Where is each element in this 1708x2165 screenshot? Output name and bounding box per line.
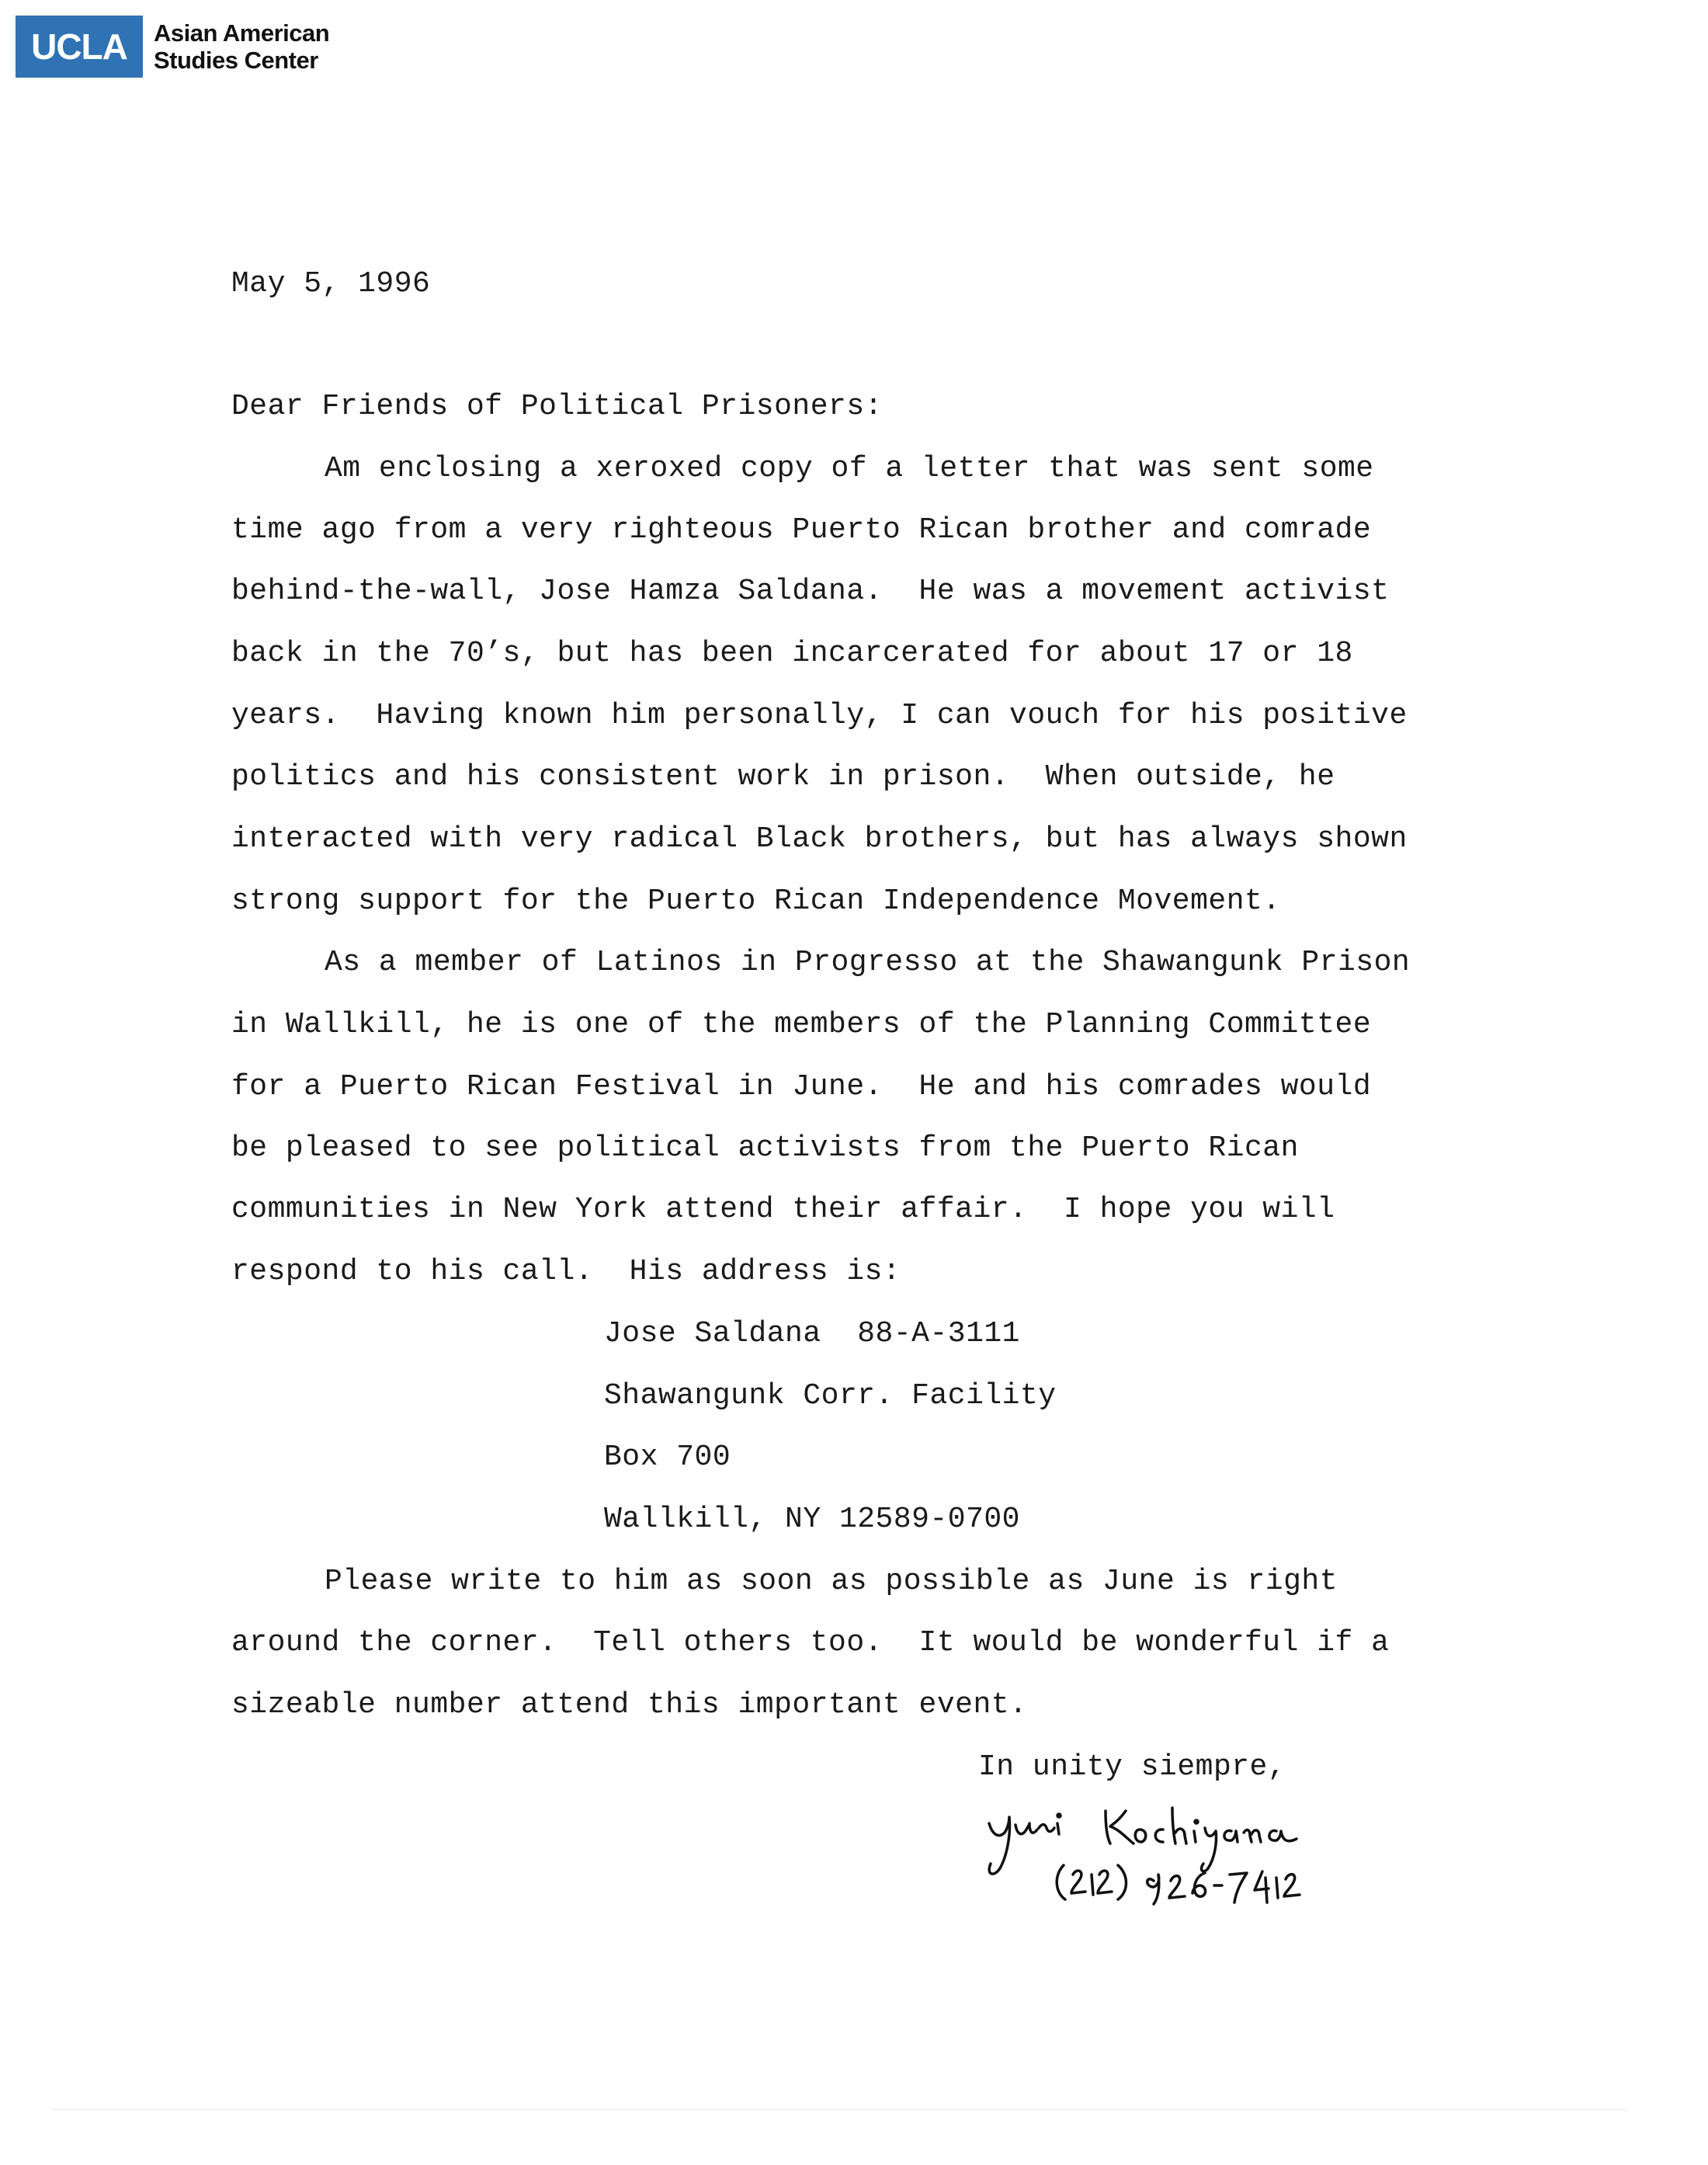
- paragraph3-line: sizeable number attend this important event.: [231, 1688, 1028, 1722]
- handwritten-signature: [978, 1794, 1397, 1918]
- paragraph1-line: Am enclosing a xeroxed copy of a letter that was sent some: [325, 452, 1374, 485]
- ucla-logo: [16, 16, 329, 78]
- paragraph2-line: in Wallkill, he is one of the members of the Planning Committee: [231, 1008, 1372, 1041]
- address-line: Box 700: [604, 1440, 731, 1474]
- logo-org-line2: Studies Center: [154, 47, 318, 74]
- paragraph1-line: interacted with very radical Black brothers, but has always shown: [231, 822, 1408, 856]
- paragraph2-line: communities in New York attend their affair. I hope you will: [231, 1193, 1335, 1226]
- letter-salutation: Dear Friends of Political Prisoners:: [231, 390, 883, 423]
- paragraph2-line: respond to his call. His address is:: [231, 1255, 901, 1288]
- paragraph3-line: Please write to him as soon as possible as June is right: [325, 1565, 1338, 1598]
- paragraph1-line: back in the 70’s, but has been incarcerated for about 17 or 18: [231, 637, 1353, 670]
- paragraph1-line: years. Having known him personally, I can vouch for his positive: [231, 699, 1408, 732]
- paragraph2-line: As a member of Latinos in Progresso at the Shawangunk Prison: [325, 946, 1411, 979]
- address-line: Jose Saldana 88-A-3111: [604, 1317, 1020, 1350]
- letter-closing: In unity siempre,: [978, 1750, 1286, 1784]
- logo-org-name: [154, 19, 329, 74]
- paragraph1-line: time ago from a very righteous Puerto Rican brother and comrade: [231, 513, 1372, 547]
- address-line: Shawangunk Corr. Facility: [604, 1379, 1057, 1413]
- paragraph2-line: be pleased to see political activists from the Puerto Rican: [231, 1131, 1299, 1165]
- paragraph1-line: strong support for the Puerto Rican Independence Movement.: [231, 884, 1281, 918]
- letter-date: May 5, 1996: [231, 267, 431, 301]
- address-line: Wallkill, NY 12589-0700: [604, 1503, 1020, 1536]
- logo-org-line1: Asian American: [154, 19, 330, 47]
- paragraph1-line: behind-the-wall, Jose Hamza Saldana. He was a movement activist: [231, 575, 1390, 608]
- paragraph3-line: around the corner. Tell others too. It would be wonderful if a: [231, 1626, 1390, 1659]
- paragraph2-line: for a Puerto Rican Festival in June. He and his comrades would: [231, 1070, 1372, 1103]
- paragraph1-line: politics and his consistent work in prison. When outside, he: [231, 760, 1335, 794]
- page-bottom-edge: [51, 2109, 1627, 2110]
- logo-abbr: UCLA: [16, 16, 143, 78]
